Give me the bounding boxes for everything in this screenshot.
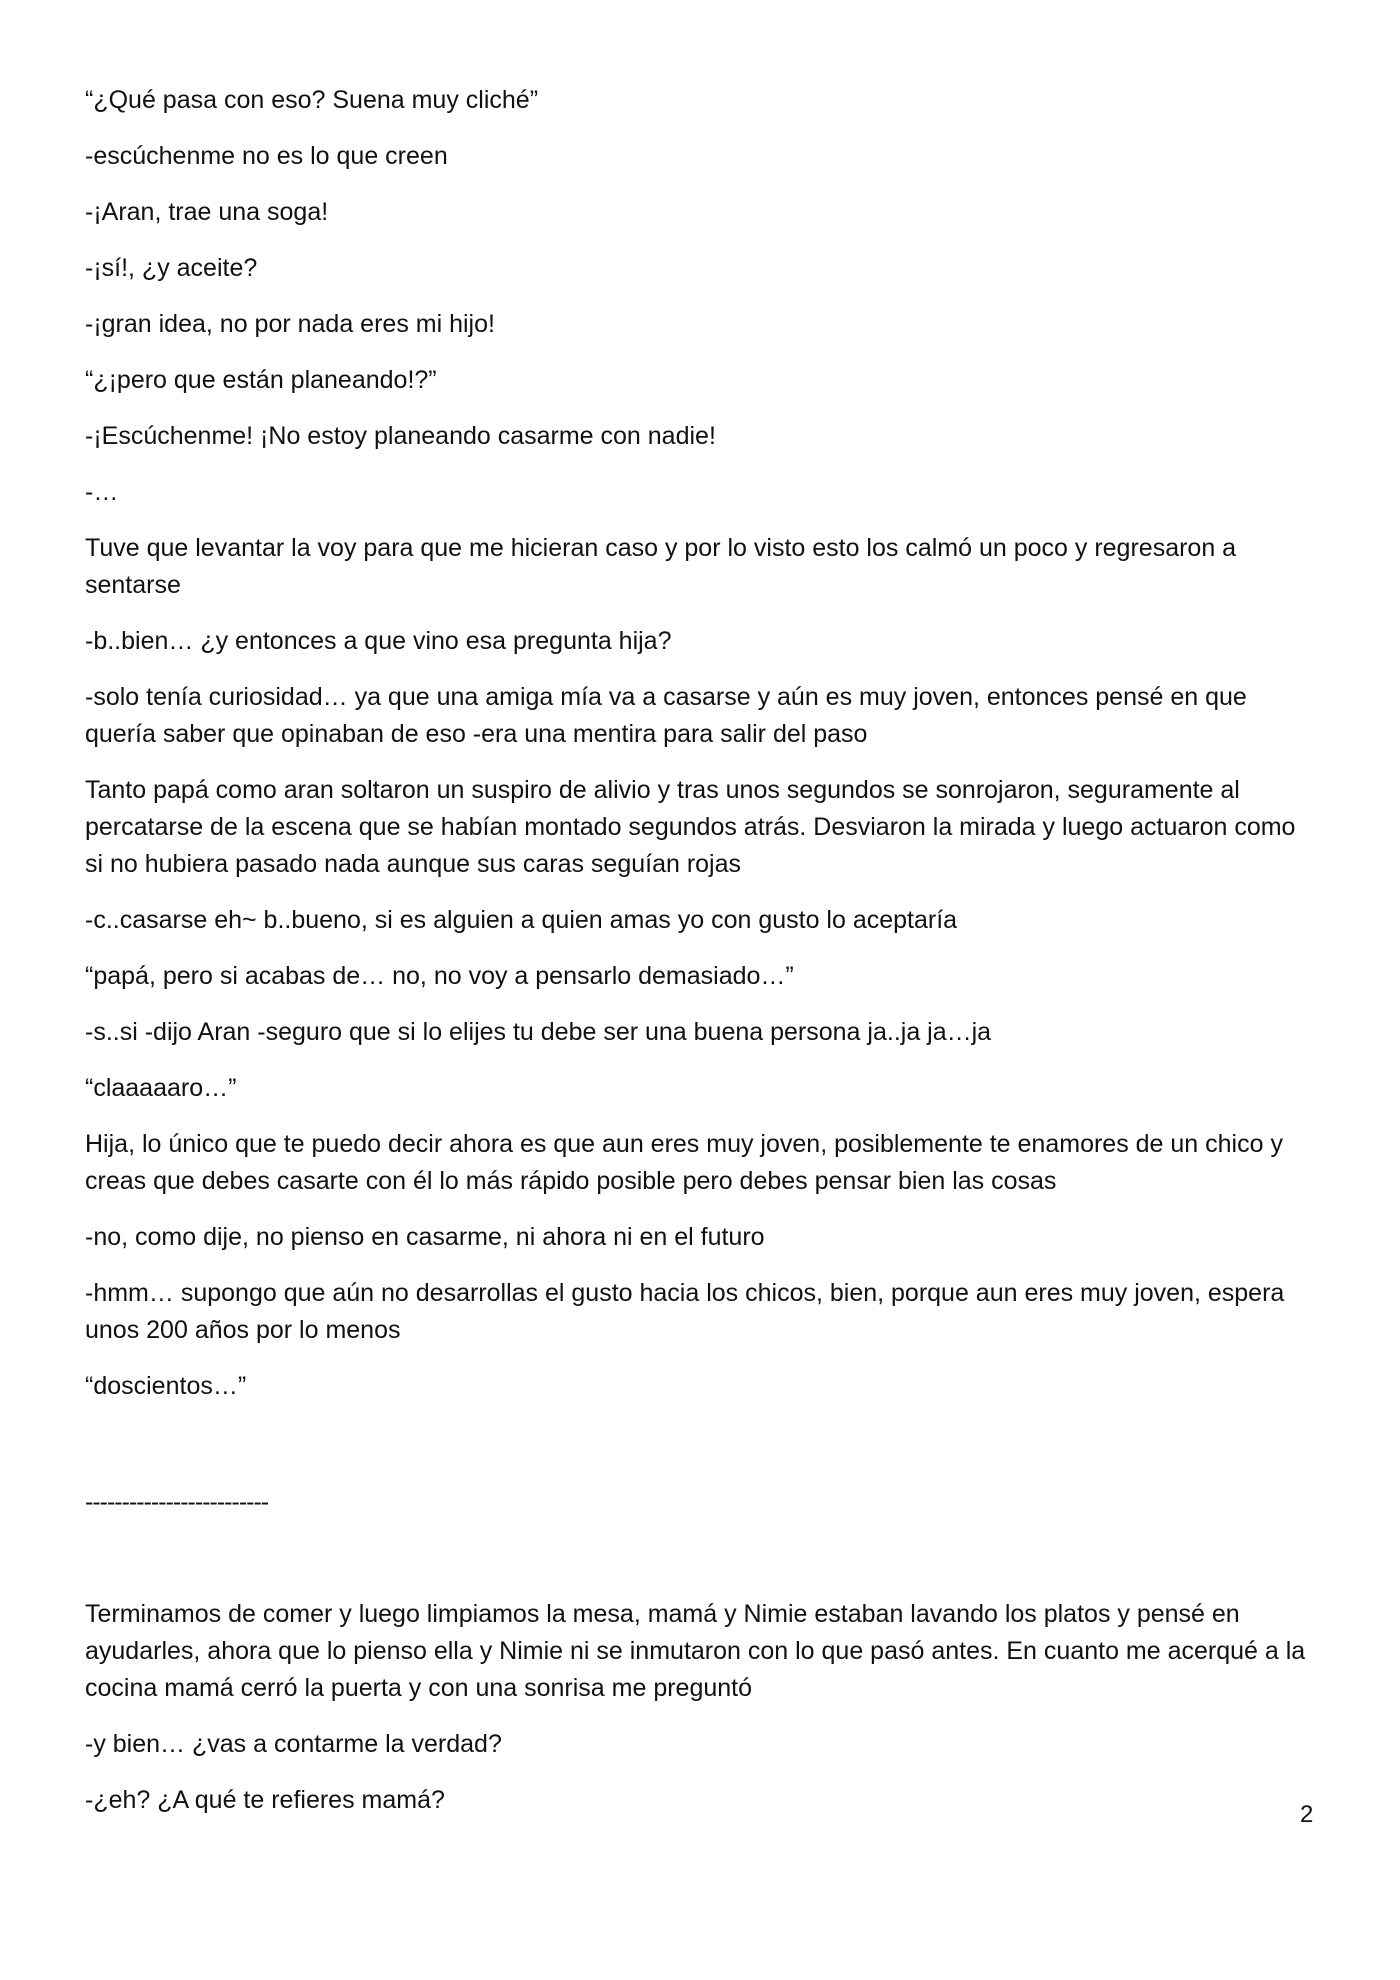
paragraph: Hija, lo único que te puedo decir ahora es que aun eres muy joven, posiblemente te enamores de un chico y creas que debes casarte con él lo más rápido posible pero debes pensar bien las cosas: [85, 1130, 1283, 1195]
paragraph: -¡Aran, trae una soga!: [85, 198, 329, 226]
paragraph: -solo tenía curiosidad… ya que una amiga mía va a casarse y aún es muy joven, entonces pensé en que quería saber que opinaban de eso -era una mentira para salir del paso: [85, 683, 1247, 748]
paragraph: -¡Escúchenme! ¡No estoy planeando casarme con nadie!: [85, 422, 716, 450]
paragraph: “papá, pero si acabas de… no, no voy a pensarlo demasiado…”: [85, 962, 794, 990]
paragraph: -no, como dije, no pienso en casarme, ni ahora ni en el futuro: [85, 1223, 765, 1251]
page-number: 2: [1300, 1801, 1314, 1828]
paragraph: “¿¡pero que están planeando!?”: [85, 366, 437, 394]
paragraph: “¿Qué pasa con eso? Suena muy cliché”: [85, 86, 539, 114]
paragraph: -escúchenme no es lo que creen: [85, 142, 448, 170]
paragraph: -y bien… ¿vas a contarme la verdad?: [85, 1730, 502, 1758]
paragraph: -¡sí!, ¿y aceite?: [85, 254, 258, 282]
paragraph: -c..casarse eh~ b..bueno, si es alguien a quien amas yo con gusto lo aceptaría: [85, 906, 958, 934]
document-body-bottom: [85, 1596, 1320, 1838]
paragraph: “doscientos…”: [85, 1372, 247, 1400]
paragraph: -¿eh? ¿A qué te refieres mamá?: [85, 1786, 445, 1814]
paragraph: -hmm… supongo que aún no desarrollas el gusto hacia los chicos, bien, porque aun eres muy joven, espera unos 200 años por lo menos: [85, 1279, 1285, 1344]
paragraph: “claaaaaro…”: [85, 1074, 237, 1102]
paragraph: Tuve que levantar la voy para que me hicieran caso y por lo visto esto los calmó un poco y regresaron a sentarse: [85, 534, 1237, 599]
paragraph: Tanto papá como aran soltaron un suspiro de alivio y tras unos segundos se sonrojaron, seguramente al percatarse de la escena que se habían montado segundos atrás. Desviaron la mirada y luego actuaron como si no hubiera pasado nada aunque sus caras seguían rojas: [85, 776, 1296, 878]
section-separator: -------------------------: [85, 1488, 269, 1516]
paragraph: -b..bien… ¿y entonces a que vino esa pregunta hija?: [85, 627, 672, 655]
document-body-top: [85, 82, 1320, 1424]
paragraph: -¡gran idea, no por nada eres mi hijo!: [85, 310, 495, 338]
paragraph: Terminamos de comer y luego limpiamos la mesa, mamá y Nimie estaban lavando los platos y pensé en ayudarles, ahora que lo pienso ella y Nimie ni se inmutaron con lo que pasó antes. En cuanto me acerqué a la cocina mamá cerró la puerta y con una sonrisa me preguntó: [85, 1600, 1306, 1702]
paragraph: -…: [85, 478, 119, 506]
paragraph: -s..si -dijo Aran -seguro que si lo elijes tu debe ser una buena persona ja..ja ja…ja: [85, 1018, 992, 1046]
